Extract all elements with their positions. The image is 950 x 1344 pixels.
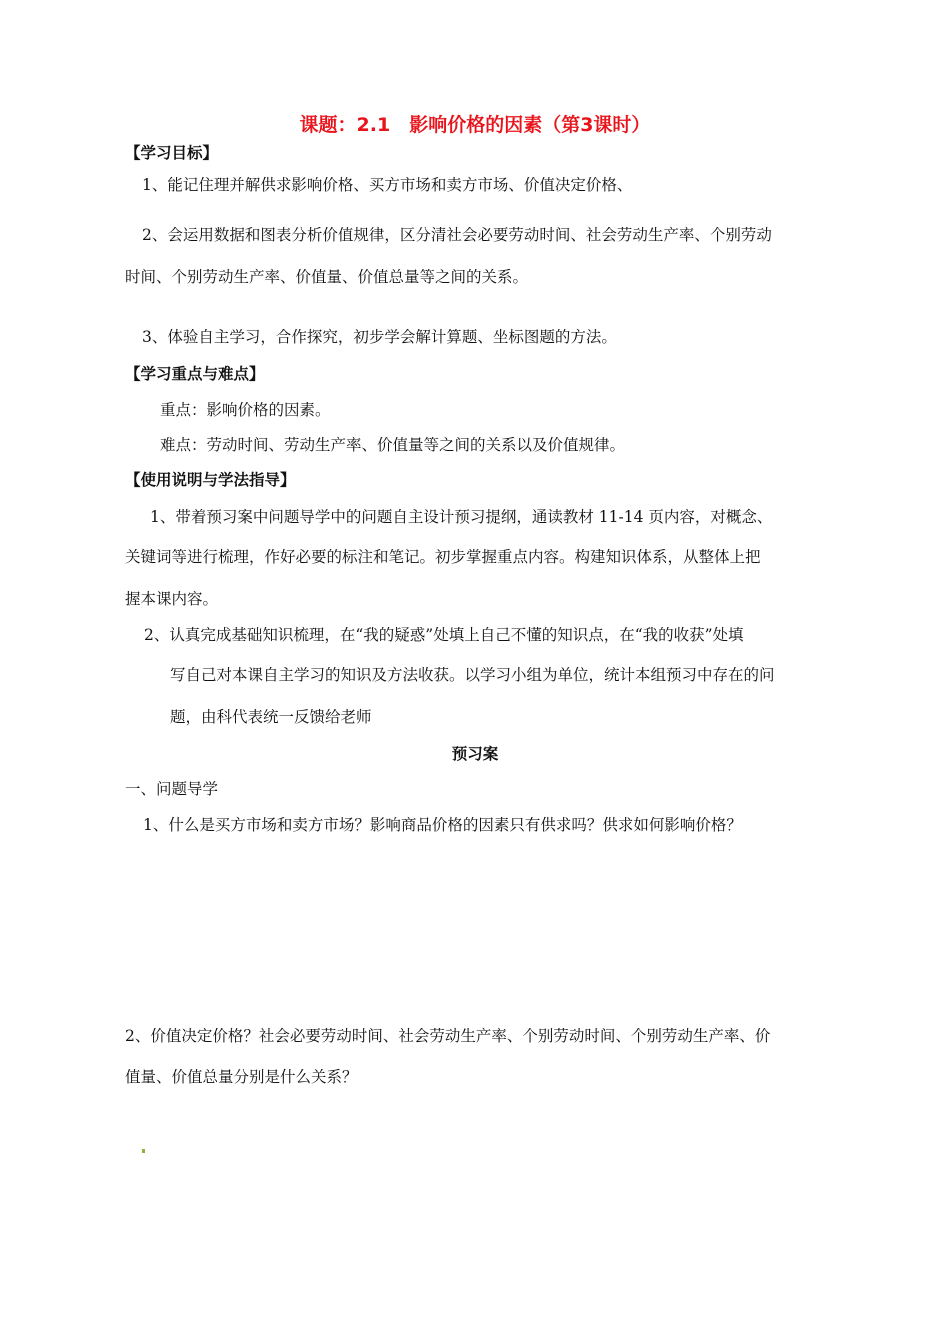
- instruction-item-2-line-3: 题，由科代表统一反馈给老师: [170, 708, 372, 726]
- preview-section-1: 一、问题导学: [125, 780, 219, 798]
- objective-item-2-line-2: 时间、个别劳动生产率、价值量、价值总量等之间的关系。: [125, 268, 529, 286]
- instruction-item-1-line-3: 握本课内容。: [125, 590, 219, 608]
- page-title: 课题：2.1 影响价格的因素（第3课时）: [299, 114, 651, 136]
- preview-question-2-line-2: 值量、价值总量分别是什么关系？: [125, 1068, 358, 1086]
- instruction-item-1-line-1: 1、带着预习案中问题导学中的问题自主设计预习提纲，通读教材 11-14 页内容，对概念、: [150, 508, 773, 526]
- preview-question-2-line-1: 2、价值决定价格？社会必要劳动时间、社会劳动生产率、个别劳动时间、个别劳动生产率、价: [125, 1027, 771, 1045]
- preview-heading: 预习案: [451, 745, 499, 763]
- objectives-heading: 【学习目标】: [125, 144, 219, 162]
- key-points-heading: 【学习重点与难点】: [125, 365, 265, 383]
- objective-item-1: 1、能记住理并解供求影响价格、买方市场和卖方市场、价值决定价格、: [142, 176, 633, 194]
- key-point-difficulty: 难点：劳动时间、劳动生产率、价值量等之间的关系以及价值规律。: [160, 436, 626, 454]
- preview-question-1: 1、什么是买方市场和卖方市场？影响商品价格的因素只有供求吗？供求如何影响价格？: [143, 816, 742, 834]
- instruction-item-2-line-2: 写自己对本课自主学习的知识及方法收获。以学习小组为单位，统计本组预习中存在的问: [170, 666, 775, 684]
- key-point-focus: 重点：影响价格的因素。: [160, 401, 331, 419]
- objective-item-3: 3、体验自主学习，合作探究，初步学会解计算题、坐标图题的方法。: [142, 328, 617, 346]
- green-mark: [142, 1149, 145, 1153]
- instructions-heading: 【使用说明与学法指导】: [125, 471, 296, 489]
- objective-item-2-line-1: 2、会运用数据和图表分析价值规律，区分清社会必要劳动时间、社会劳动生产率、个别劳动: [142, 226, 772, 244]
- instruction-item-2-line-1: 2、认真完成基础知识梳理，在“我的疑惑”处填上自己不懂的知识点，在“我的收获”处填: [144, 626, 744, 644]
- instruction-item-1-line-2: 关键词等进行梳理，作好必要的标注和笔记。初步掌握重点内容。构建知识体系，从整体上把: [125, 548, 761, 566]
